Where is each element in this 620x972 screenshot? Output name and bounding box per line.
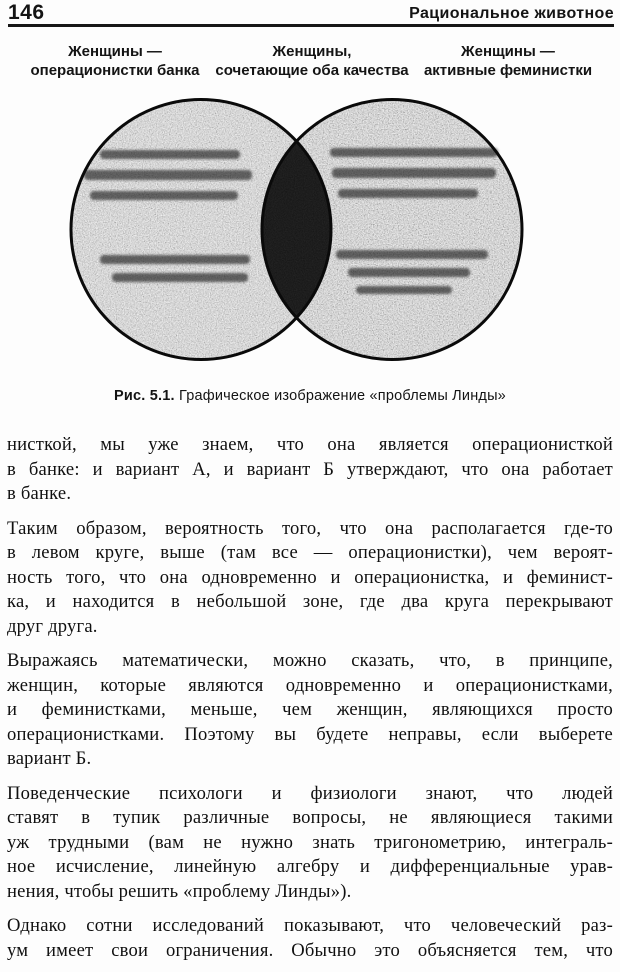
running-title: Рациональное животное [409, 5, 614, 22]
body-line: ность того, что она одновременно и операционистка, и феминист- [7, 566, 613, 588]
paragraph [7, 517, 613, 640]
venn-label-middle-line1: Женщины, [272, 43, 352, 60]
paragraph [7, 433, 613, 507]
venn-label-middle-line2: сочетающие оба качества [215, 62, 409, 79]
body-line: ное исчисление, линейную алгебру и дифференциальные урав- [7, 856, 613, 877]
body-line: Поведенческие психологи и физиологи знают, что людей [7, 782, 613, 804]
venn-label-left-line1: Женщины — [68, 43, 162, 60]
body-text [7, 433, 613, 972]
venn-label-left-line2: операционистки банка [30, 62, 200, 79]
body-line: Однако сотни исследований показывают, что человеческий раз- [7, 915, 613, 936]
venn-label-left [30, 42, 199, 80]
body-line: в банке. [7, 483, 72, 504]
body-line: нения, чтобы решить «проблему Линды»). [7, 880, 352, 902]
header-rule [8, 24, 614, 27]
body-line: в банке: и вариант А, и вариант Б утверждают, что она работает [7, 458, 613, 480]
venn-label-right-line1: Женщины — [461, 43, 555, 60]
venn-label-middle [215, 42, 408, 80]
body-line: уж трудными (вам не нужно знать тригонометрию, интеграль- [7, 831, 613, 853]
paragraph [7, 782, 613, 905]
page-header [8, 0, 614, 26]
venn-label-right-line2: активные феминистки [423, 62, 593, 79]
paragraph [7, 914, 613, 963]
body-line: операционистками. Поэтому вы будете неправы, если выберете [7, 723, 613, 745]
body-line: ка, и находится в небольшой зоне, где два круга перекрывают [7, 591, 613, 612]
body-line: ставят в тупик различные вопросы, не являющиеся такими [7, 807, 613, 828]
body-line: нисткой, мы уже знаем, что она является операционисткой [7, 434, 613, 455]
body-line: в левом круге, выше (там все — операционистки), чем вероят- [7, 542, 613, 563]
figure-caption-label: Рис. 5.1. [114, 388, 175, 404]
figure-caption [0, 388, 620, 404]
body-line: женщин, которые являются одновременно и операционистками, [7, 674, 613, 696]
body-line: Таким образом, вероятность того, что она располагается где-то [7, 517, 613, 539]
venn-label-right [424, 42, 592, 80]
body-line: ум имеет свои ограничения. Обычно это объясняется тем, что [7, 939, 613, 961]
body-line: вариант Б. [7, 748, 92, 769]
figure-caption-text: Графическое изображение «проблемы Линды» [174, 388, 506, 404]
body-line: и феминистками, меньше, чем женщин, являющихся просто [7, 699, 613, 720]
page-number: 146 [8, 1, 45, 24]
body-line: Выражаясь математически, можно сказать, что, в принципе, [7, 650, 613, 671]
paragraph [7, 649, 613, 772]
venn-diagram [0, 92, 620, 382]
body-line: друг друга. [7, 615, 98, 637]
